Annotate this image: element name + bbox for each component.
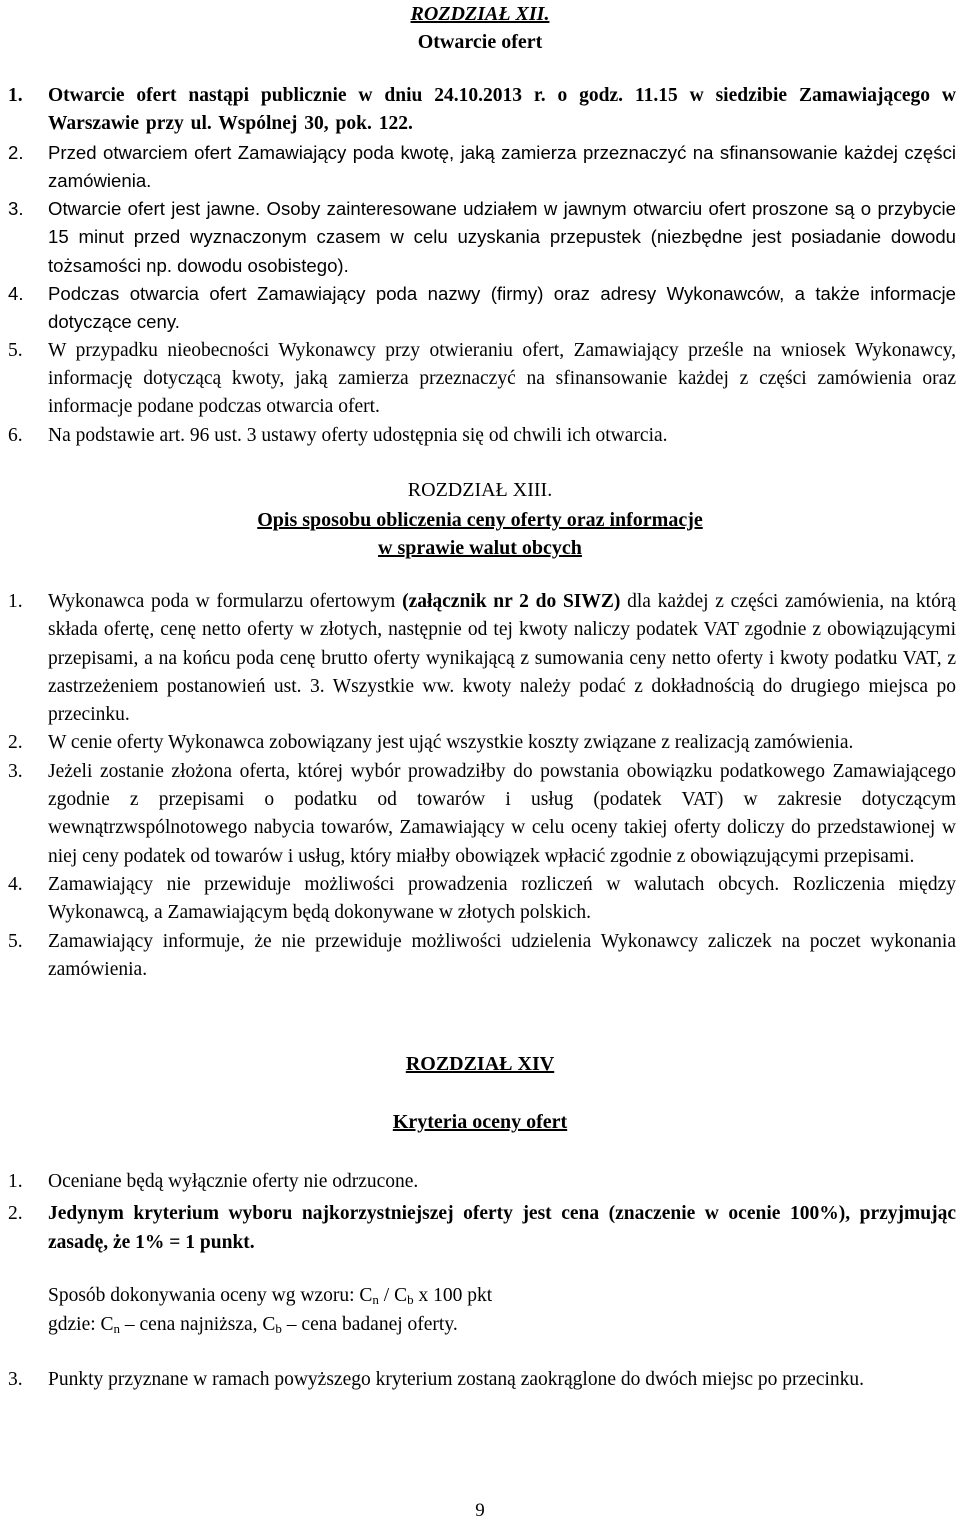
attachment-reference: (załącznik nr 2 do SIWZ) [402, 591, 621, 612]
formula-line-1: Sposób dokonywania oceny wg wzoru: $C_n / C_b$ x 100 pkt [48, 1285, 493, 1307]
list-item-text: W przypadku nieobecności Wykonawcy przy otwieraniu ofert, Zamawiający prześle na wniosek Wykonawcy, informację dotyczącą kwoty, jaką zamierza przeznaczyć na sfinansowanie każdej z części zamówienia oraz informacje podane podczas otwarcia ofert. [48, 339, 956, 418]
list-item: 4. Podczas otwarcia ofert Zamawiający poda nazwy (firmy) oraz adresy Wykonawców, a także informacje dotyczące ceny. [8, 283, 956, 333]
list-item-text: Na podstawie art. 96 ust. 3 ustawy oferty udostępnia się od chwili ich otwarcia. [48, 424, 668, 446]
list-item-text: Oceniane będą wyłącznie oferty nie odrzucone. [48, 1171, 419, 1192]
chapter-13-subtitle-line2: w sprawie walut obcych [378, 537, 582, 559]
list-item: 1. Otwarcie ofert nastąpi publicznie w dniu 24.10.2013 r. o godz. 11.15 w siedzibie Zamawiającego w Warszawie przy ul. Wspólnej 30, pok. 122. [8, 85, 956, 135]
page-number: 9 [475, 1500, 485, 1521]
list-item: 3. Otwarcie ofert jest jawne. Osoby zainteresowane udziałem w jawnym otwarciu ofert proszone są o przybycie 15 minut przed wyznaczonym czasem w celu uzyskania przepustek (niezbędne jest posiadanie dowodu tożsamości np. dowodu osobistego). [8, 198, 956, 276]
list-item: 2. Jedynym kryterium wyboru najkorzystniejszej oferty jest cena (znaczenie w ocenie 100%), przyjmując zasadę, że 1% = 1 punkt. [8, 1203, 956, 1253]
list-item: 6. Na podstawie art. 96 ust. 3 ustawy oferty udostępnia się od chwili ich otwarcia. [8, 424, 668, 446]
list-item-text: Zamawiający informuje, że nie przewiduje możliwości udzielenia Wykonawcy zaliczek na poczet wykonania zamówienia. [48, 930, 956, 980]
list-item: 2. W cenie oferty Wykonawca zobowiązany jest ująć wszystkie koszty związane z realizacją zamówienia. [8, 732, 854, 754]
list-item-text: W cenie oferty Wykonawca zobowiązany jest ująć wszystkie koszty związane z realizacją zamówienia. [48, 732, 854, 754]
list-item: 3. Jeżeli zostanie złożona oferta, której wybór prowadziłby do powstania obowiązku podatkowego Zamawiającego zgodnie z przepisami o podatku od towarów i usług (podatek VAT) w zakresie dotyczącym wewnątrzwspólnotowego nabycia towarów, Zamawiający w celu oceny takiej oferty doliczy do przedstawionej w niej ceny podatek od towarów i usług, który miałby obowiązek wpłacić zgodnie z obowiązującymi przepisami. [8, 760, 956, 867]
chapter-12-subtitle: Otwarcie ofert [417, 31, 543, 53]
chapter-13-subtitle-line1: Opis sposobu obliczenia ceny oferty oraz informacje [257, 509, 703, 531]
list-item: 5. Zamawiający informuje, że nie przewiduje możliwości udzielenia Wykonawcy zaliczek na poczet wykonania zamówienia. [8, 930, 956, 980]
list-item-text: Podczas otwarcia ofert Zamawiający poda nazwy (firmy) oraz adresy Wykonawców, a także informacje dotyczące ceny. [48, 283, 956, 333]
list-item: 1. Oceniane będą wyłącznie oferty nie odrzucone. [8, 1171, 419, 1192]
list-item: 3. Punkty przyznane w ramach powyższego kryterium zostaną zaokrąglone do dwóch miejsc po przecinku. [8, 1369, 865, 1390]
list-item-text: Przed otwarciem ofert Zamawiający poda kwotę, jaką zamierza przeznaczyć na sfinansowanie każdej części zamówienia. [48, 141, 956, 191]
list-item-text: Punkty przyznane w ramach powyższego kryterium zostaną zaokrąglone do dwóch miejsc po przecinku. [48, 1369, 865, 1390]
list-item-text: Zamawiający nie przewiduje możliwości prowadzenia rozliczeń w walutach obcych. Rozliczenia między Wykonawcą, a Zamawiającym będą dokonywane w złotych polskich. [48, 873, 956, 924]
chapter-14-list-continued [8, 1366, 956, 1394]
list-item-text: Otwarcie ofert jest jawne. Osoby zainteresowane udziałem w jawnym otwarciu ofert proszone są o przybycie 15 minut przed wyznaczonym czasem w celu uzyskania przepustek (niezbędne jest posiadanie dowodu tożsamości np. dowodu osobistego). [48, 198, 956, 276]
chapter-14-subtitle: Kryteria oceny ofert [392, 1111, 568, 1133]
list-item: 1. Wykonawca poda w formularzu ofertowym (załącznik nr 2 do SIWZ) dla każdej z części zamówienia, na którą składa ofertę, cenę netto oferty w złotych, następnie od tej kwoty naliczy podatek VAT zgodnie z obowiązującymi przepisami, a na końcu poda cenę brutto oferty wynikającą z sumowania ceny netto oferty i kwoty podatku VAT, z zastrzeżeniem postanowień ust. 3. Wszystkie ww. kwoty należy podać z dokładnością do drugiego miejsca po przecinku. [8, 591, 956, 726]
chapter-13-list [8, 588, 956, 984]
chapter-13-title: ROZDZIAŁ XIII. [407, 479, 553, 501]
list-item-text: Jedynym kryterium wyboru najkorzystniejszej oferty jest cena (znaczenie w ocenie 100%), przyjmując zasadę, że 1% = 1 punkt. [48, 1203, 956, 1253]
list-item: 4. Zamawiający nie przewiduje możliwości prowadzenia rozliczeń w walutach obcych. Rozliczenia między Wykonawcą, a Zamawiającym będą dokonywane w złotych polskich. [8, 873, 956, 924]
chapter-12-list [8, 82, 956, 450]
list-item: 5. W przypadku nieobecności Wykonawcy przy otwieraniu ofert, Zamawiający prześle na wniosek Wykonawcy, informację dotyczącą kwoty, jaką zamierza przeznaczyć na sfinansowanie każdej z części zamówienia oraz informacje podane podczas otwarcia ofert. [8, 339, 956, 418]
list-item-text: Jeżeli zostanie złożona oferta, której wybór prowadziłby do powstania obowiązku podatkowego Zamawiającego zgodnie z przepisami o podatku od towarów i usług (podatek VAT) w zakresie dotyczącym wewnątrzwspólnotowego nabycia towarów, Zamawiający w celu oceny takiej oferty doliczy do przedstawionej w niej ceny podatek od towarów i usług, który miałby obowiązek wpłacić zgodnie z obowiązującymi przepisami. [48, 760, 956, 867]
formula-line-2: gdzie: $C_n$ – cena najniższa, $C_b$ – cena badanej oferty. [48, 1314, 458, 1336]
list-item: 2. Przed otwarciem ofert Zamawiający poda kwotę, jaką zamierza przeznaczyć na sfinansowanie każdej części zamówienia. [8, 141, 956, 191]
chapter-14-title: ROZDZIAŁ XIV [405, 1053, 555, 1075]
chapter-12-title: ROZDZIAŁ XII. [410, 3, 550, 25]
chapter-14-list [8, 1168, 956, 1257]
list-item-text: Otwarcie ofert nastąpi publicznie w dniu 24.10.2013 r. o godz. 11.15 w siedzibie Zamawiającego w Warszawie przy ul. Wspólnej 30, pok. 122. [48, 85, 956, 135]
